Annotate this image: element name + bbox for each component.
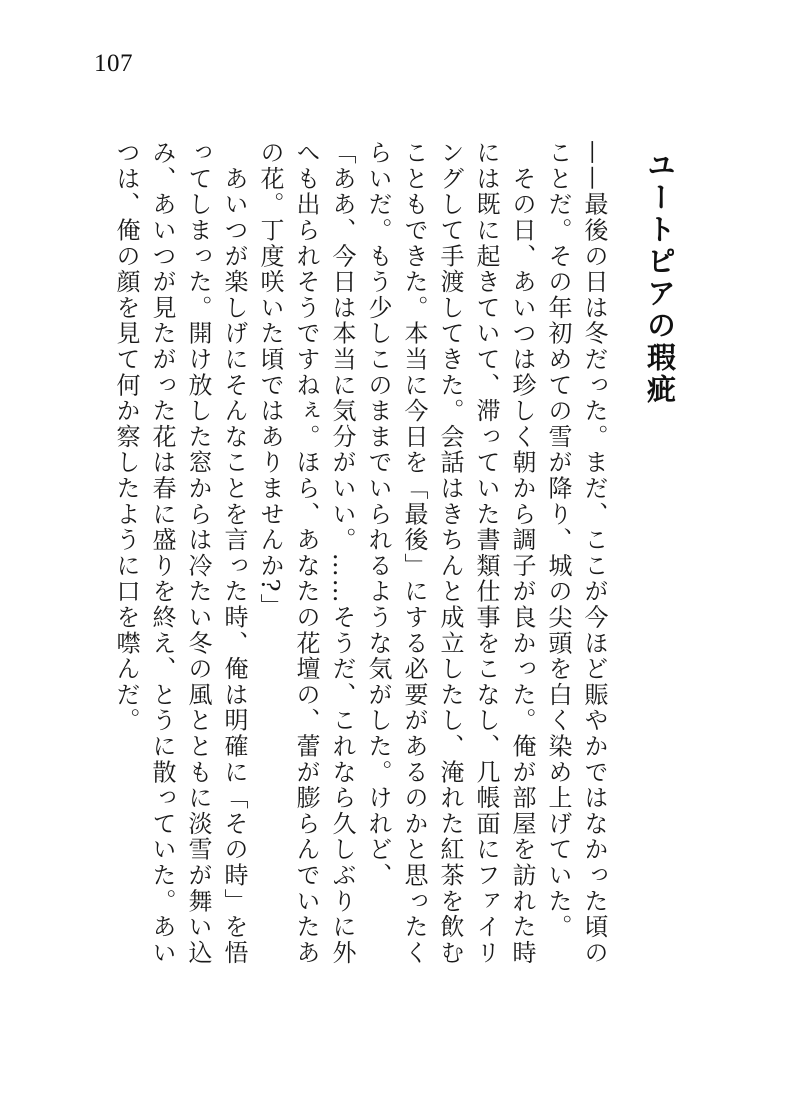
body-text — [112, 140, 612, 990]
paragraph: ——最後の日は冬だった。まだ、ここが今ほど賑やかではなかった頃のことだ。その年初めての雪が降り、城の尖頭を白く染め上げていた。 — [544, 140, 608, 966]
paragraph: あいつが楽しげにそんなことを言った時、俺は明確に「その時」を悟ってしまった。開け放した窓からは冷たい冬の風とともに淡雪が舞い込み、あいつが見たがった花は春に盛りを終え、とうに散っていた。あいつは、俺の顔を見て何か察したように口を噤んだ。 — [112, 140, 248, 966]
paragraph: 「ああ、今日は本当に気分がいい。……そうだ、これなら久しぶりに外へも出られそうですねぇ。ほら、あなたの花壇の、蕾が膨らんでいたあの花。丁度咲いた頃ではありませんか?」 — [256, 140, 356, 966]
page-number: 107 — [94, 50, 133, 77]
paragraph: その日、あいつは珍しく朝から調子が良かった。俺が部屋を訪れた時には既に起きていて、滞っていた書類仕事をこなし、几帳面にファイリングして手渡してきた。会話はきちんと成立したし、淹れた紅茶を飲むこともできた。本当に今日を「最後」にする必要があるのかと思ったくらいだ。もう少しこのままでいられるような気がした。けれど、 — [364, 140, 536, 966]
chapter-title: ユートピアの瑕疵 — [643, 150, 677, 406]
